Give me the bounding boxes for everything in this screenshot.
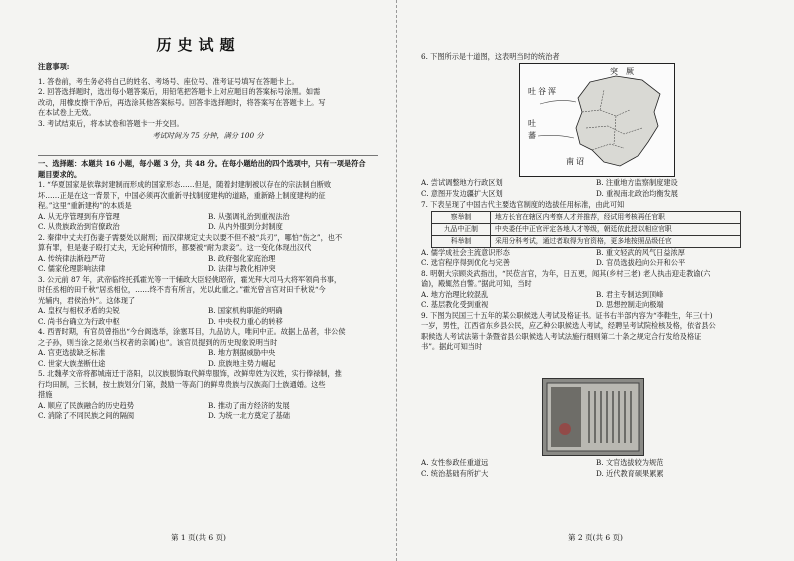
question-stem: 坏……正是在这一背景下，中国必须再次重新寻找制度建构的道路，重新路上制度建构的征: [38, 190, 326, 200]
option-a[interactable]: A. 尝试调整地方行政区划: [421, 178, 503, 187]
certificate-graphic: [543, 379, 643, 455]
option-list: [421, 290, 771, 311]
section-heading: 题目要求的。: [38, 169, 82, 179]
option-c[interactable]: C. 尚书台确立为行政中枢: [38, 316, 120, 326]
question-4: [38, 327, 378, 369]
question-stem: 光辅内，君侯治外”。这体现了: [38, 295, 136, 305]
question-stem: 8. 明朝大宗顾炎武指出，“民莅言官，为年，日五更，闻其(乡村三老) 老人执击迎走教谕(六: [421, 268, 711, 278]
question-stem: 书”。据此可知当时: [421, 342, 483, 351]
question-2: [38, 233, 378, 275]
question-9-options: [421, 458, 771, 480]
option-a[interactable]: A. 从无序管理到有序管理: [38, 211, 120, 221]
option-c[interactable]: C. 基层教化受到重视: [421, 300, 489, 309]
border-line: [538, 100, 576, 138]
map-label: 厥: [626, 67, 634, 76]
selection-system-table: [431, 211, 741, 248]
question-stem: 措施: [38, 390, 53, 399]
tang-ten-circuits-map: [519, 63, 675, 177]
map-label: 诏: [576, 157, 584, 166]
question-stem: 行均田制，三长制，按士族划分门第，鼓励一等高门的鲜卑贵族与汉族高门士族通婚。这些: [38, 379, 326, 389]
table-cell: 地方长官在辖区内考察人才并推荐，经试用考核再任官职: [491, 211, 741, 223]
option-b[interactable]: B. 从强调礼治到重视法治: [208, 211, 290, 221]
question-6: [421, 52, 771, 63]
option-c[interactable]: C. 意图开发边疆扩大区划: [421, 189, 503, 198]
option-a[interactable]: A. 儒学成社会主流意识形态: [421, 247, 510, 257]
option-c[interactable]: C. 儒家伦理影响法律: [38, 264, 106, 273]
option-list: [38, 254, 378, 275]
question-stem: 算有罪，但是妻子殴打丈夫，无论何种情形，都要被“耐为隶妾”。这一变化体现出汉代: [38, 243, 312, 252]
option-a[interactable]: A. 女性参政任重道远: [421, 458, 489, 467]
option-c[interactable]: C. 世家大族垄断仕途: [38, 358, 106, 368]
territory-shape: [576, 76, 660, 166]
notice-line: 3. 考试结束后，将本试卷和答题卡一并交回。: [38, 118, 184, 128]
option-a[interactable]: A. 皇权与相权矛盾的尖锐: [38, 306, 120, 315]
option-b[interactable]: B. 政府强化家庭治理: [208, 253, 276, 263]
option-d[interactable]: D. 思想控制走向极端: [596, 300, 664, 309]
map-label: 南: [566, 157, 574, 166]
question-stem: 之子孙，则当涂之昆弟(当权者的亲属)也”。该官员提到的历史现象说明当时: [38, 337, 278, 347]
option-list: [421, 248, 771, 269]
table-row: [432, 211, 741, 223]
option-d[interactable]: D. 从内外服到分封制度: [208, 222, 283, 231]
option-b[interactable]: B. 地方割据威胁中央: [208, 348, 276, 357]
option-list: [38, 212, 378, 233]
question-stem: 程。”这里“重新建构”的本质是: [38, 201, 132, 210]
map-label: 突: [610, 67, 618, 76]
table-cell: 采用分科考试，通过者取得为官资格，更多地按照品级任官: [491, 235, 741, 247]
question-stem: 一岁，男性，江西省东乡县公民，应乙种公职候选人考试，经聘呈考试院检核及格，依省县公: [421, 321, 716, 330]
option-c[interactable]: C. 消除了不同民族之间的隔阂: [38, 411, 135, 420]
question-stem: 9. 下图为民国三十五年的某公职候选人考试及格证书。证书右半部内容为“李鞋生，年三(十): [421, 310, 713, 320]
option-d[interactable]: D. 中央权力重心的转移: [208, 316, 283, 326]
question-stem: 职候选人考试法第十条暨省县公职候选人考试法施行细则第二十条之规定合行发给及格证: [421, 331, 702, 341]
option-b[interactable]: B. 重文轻武的风气日益浓厚: [596, 247, 685, 257]
page-2: [397, 0, 794, 561]
question-stem: 1. “华夏国家是依靠封建制而形成的国家形态……但是，随着封建制被以存在的宗法制自断败: [38, 180, 332, 189]
question-stem: 谕)，殿辄然自警。”据此可知，当时: [421, 279, 532, 288]
question-stem: 5. 北魏孝文帝将都城南迁于洛阳，以汉族服饰取代鲜卑服饰，改鲜卑姓为汉姓，实行俸禄制，推: [38, 369, 342, 378]
page-title: 历史试题: [156, 36, 241, 54]
table-cell: 九品中正制: [432, 223, 491, 235]
question-5: [38, 369, 378, 422]
map-label: 吐: [528, 119, 536, 128]
page-footer: 第 2 页(共 6 页): [568, 533, 623, 542]
table-cell: 察举制: [432, 211, 491, 223]
option-a[interactable]: A. 顺应了民族融合的历史趋势: [38, 400, 135, 410]
question-stem: 2. 秦律中丈夫打伤妻子需要处以耐刑；而汉律规定丈夫以要不但不被“兵刃”，哪怕“伤之”，也不: [38, 232, 343, 242]
table-cell: 中央委任中正官评定各地人才等级，朝廷依此授以相应官职: [491, 223, 741, 235]
notice-line: 在本试卷上无效。: [38, 108, 96, 117]
option-a[interactable]: A. 地方治理比较混乱: [421, 289, 489, 299]
exam-info: 考试时间为 75 分钟，满分 100 分: [152, 131, 264, 140]
question-stem: 时任丞相的田千秋“居丞相位，……终不肯有所言，光以此重之。”霍光曾言官对田千秋说“今: [38, 285, 326, 294]
question-stem: 6. 下图所示是十道图，这表明当时的统治者: [421, 52, 560, 61]
notice-block: [38, 62, 378, 142]
option-b[interactable]: B. 文官选拔较为规范: [596, 458, 664, 467]
option-list: [421, 458, 771, 480]
map-graphic: [520, 64, 674, 176]
table-cell: 科举制: [432, 235, 491, 247]
option-d[interactable]: D. 官员选拔趋向公开和公平: [596, 258, 686, 267]
notice-line: 改动，用橡皮擦干净后，再选涂其他答案标号。回答非选择题时，将答案写在答题卡上。写: [38, 97, 326, 107]
option-d[interactable]: D. 近代教育硕果累累: [596, 469, 664, 478]
section-heading: 一、选择题：本题共 16 小题，每小题 3 分，共 48 分。在每小题给出的四个选项中，只有一项是符合: [38, 159, 366, 168]
option-list: [38, 401, 378, 422]
option-a[interactable]: A. 传统律法渐趋严苛: [38, 253, 106, 263]
option-a[interactable]: A. 官吏选拔缺乏标准: [38, 348, 106, 357]
option-list: [38, 306, 378, 327]
table-row: [432, 235, 741, 247]
option-b[interactable]: B. 推动了南方经济的发展: [208, 400, 290, 410]
option-list: [38, 348, 378, 369]
page-footer: 第 1 页(共 6 页): [171, 533, 226, 542]
question-stem: 7. 下表呈现了中国古代主要选官制度的选拔任用标准，由此可知: [421, 200, 625, 209]
question-9: [421, 311, 771, 353]
option-c[interactable]: C. 从贵族政治到官僚政治: [38, 222, 120, 231]
question-8: [421, 269, 771, 311]
map-label: 吐: [528, 87, 536, 96]
option-d[interactable]: D. 为统一北方奠定了基础: [208, 411, 290, 420]
notice-line: 2. 回答选择题时，选出每小题答案后，用铅笔把答题卡上对应题目的答案标号涂黑。如需: [38, 87, 321, 96]
map-label: 谷: [538, 87, 546, 96]
question-area-right: [421, 178, 771, 353]
question-7: [421, 200, 771, 269]
option-b[interactable]: B. 注重地方监察制度建设: [596, 178, 678, 187]
option-d[interactable]: D. 重视南北政治均衡发展: [596, 189, 678, 198]
divider: [38, 155, 378, 156]
option-b[interactable]: B. 君主专制达到顶峰: [596, 289, 664, 299]
option-d[interactable]: D. 法律与教化相冲突: [208, 264, 276, 273]
option-list: [421, 178, 771, 200]
map-label: 浑: [548, 87, 556, 96]
question-area-left: [38, 152, 378, 422]
map-label: 蕃: [528, 131, 536, 140]
question-stem: 4. 西晋时期，有官员曾指出“今台阁选举，涂塞耳目，九品访人，唯问中正。故据上品者，非公侯: [38, 327, 346, 336]
question-1: [38, 180, 378, 233]
option-b[interactable]: B. 国家机构职能的明确: [208, 306, 283, 315]
question-stem: 3. 公元前 87 年，武帝临终托孤霍光等一干辅政大臣轻佻昭帝，霍光拜大司马大将军领尚书事，: [38, 274, 342, 284]
certificate-photo: [542, 378, 644, 456]
notice-heading: 注意事项:: [38, 62, 70, 71]
notice-line: 1. 答卷前，考生务必将自己的姓名、考场号、座位号、准考证号填写在答题卡上。: [38, 76, 299, 86]
option-c[interactable]: C. 统治基础有所扩大: [421, 469, 489, 478]
table-row: [432, 223, 741, 235]
question-3: [38, 275, 378, 328]
option-d[interactable]: D. 庶族地主势力崛起: [208, 358, 276, 368]
option-c[interactable]: C. 选官程序得到优化与完善: [421, 258, 510, 267]
